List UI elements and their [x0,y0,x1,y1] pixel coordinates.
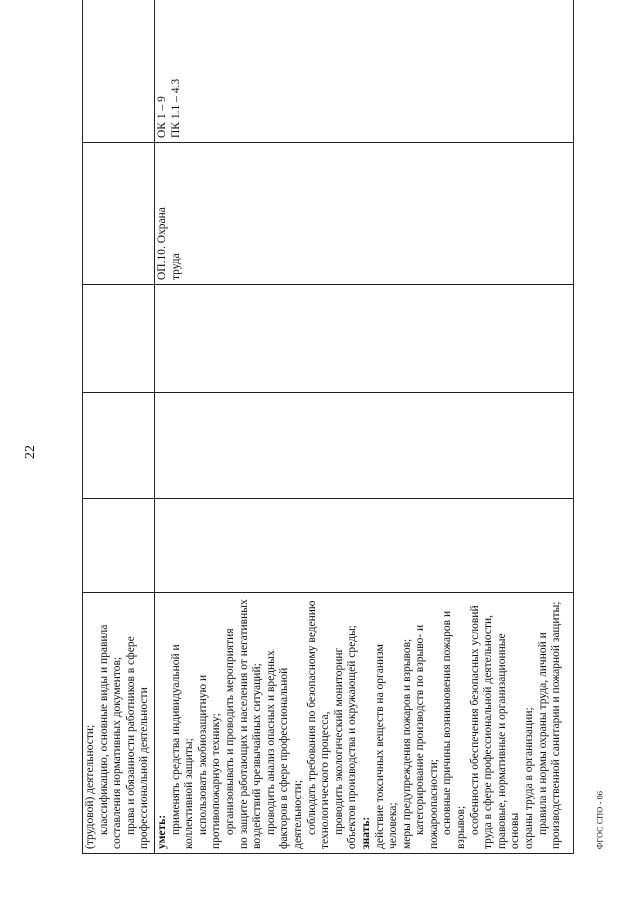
text-line: категорирование производств по взрыво- и [414,624,427,835]
text-line: действие токсичных веществ на организм человека; [373,644,400,849]
cell-empty [155,393,574,499]
cell-discipline [155,143,574,285]
text-line: (трудовой) деятельности; [84,724,96,849]
text-line: соблюдать требования по безопасному ведению [305,600,318,835]
text-line: проводить анализ опасных и вредных [264,650,277,835]
cell-empty [155,285,574,393]
text-line: классификацию, основные виды и правила [97,624,110,835]
text-line: производственной санитарии и пожарной защиты; [550,601,563,849]
text-line: пожароопасности; [427,759,440,849]
table-row-main [155,0,574,854]
text-line: взрывов; [455,805,468,849]
text-line: коллективной защиты; [183,738,196,849]
cell-knowledge-continued [83,593,155,854]
text-line: права и обязанности работников в сфере [124,636,137,835]
cell-empty [155,499,574,593]
cell-empty [83,499,155,593]
text-line: профессиональной деятельности [138,687,151,849]
text-line: составления нормативных документов; [111,656,124,849]
text-line: уметь: [156,814,168,849]
curriculum-table [82,0,574,854]
page-number: 22 [23,445,38,459]
text-line: по защите работающих и населения от негативных [237,599,250,849]
table-row-continued [83,0,155,854]
text-line: противопожарную технику; [210,713,223,849]
cell-empty [83,285,155,393]
text-line: факторов в сфере профессиональной деятельности; [278,667,304,849]
text-line: меры предупреждения пожаров и взрывов; [400,638,413,849]
text-line: труда в сфере профессиональной деятельности, [482,614,495,849]
text-line: объектов производства и окружающей среды; [346,625,359,849]
text-line: технологического процесса, [319,711,332,849]
text-line: организовывать и проводить мероприятия [223,628,236,835]
knowledge-continued-lines [84,597,152,849]
footer-code: ФГОС СПО - 06 [595,790,605,850]
text-line: использовать экобиозащитную и [196,674,209,835]
text-line: правовые, нормативные и организационные основы [495,633,522,849]
text-line: знать: [359,816,372,849]
cell-empty [83,143,155,285]
text-line: проводить экологический мониторинг [332,647,345,835]
cell-empty [83,0,155,143]
text-line: охраны труда в организации; [523,707,536,849]
text-line: основные причины возникновения пожаров и [441,610,454,835]
competency-ok: ОК 1 – 9 [156,96,168,138]
text-line: воздействий чрезвычайных ситуаций; [251,663,264,849]
skills-knowledge-lines [156,597,564,849]
cell-empty [83,393,155,499]
text-line: особенности обеспечения безопасных условий [468,605,481,835]
rotated-table-wrapper [82,14,574,854]
discipline-line-1: ОП.10. Охрана [156,207,168,280]
discipline-line-2: труда [169,253,182,280]
cell-competencies [155,0,574,143]
competency-pk: ПК 1.1 – 4.3 [169,78,182,138]
text-line: применять средства индивидуальной и [169,644,182,835]
text-line: правила и нормы охраны труда, личной и [536,632,549,835]
cell-skills-knowledge [155,593,574,854]
